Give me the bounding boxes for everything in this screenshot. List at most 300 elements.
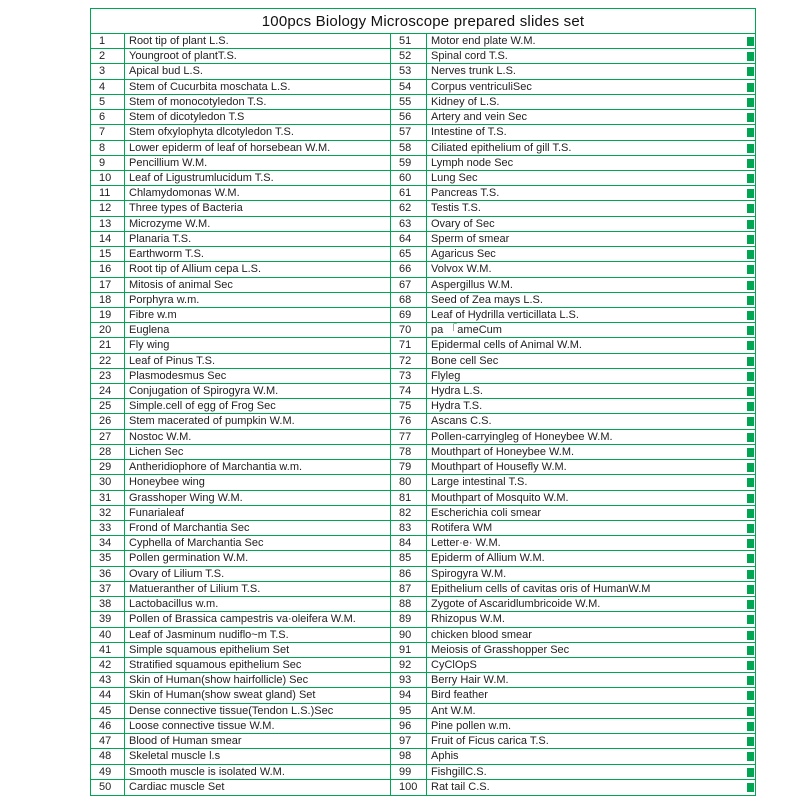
slide-number: 86 (391, 567, 427, 582)
slide-name: Honeybee wing (129, 476, 205, 489)
table-row (391, 186, 755, 201)
table-row (91, 734, 390, 749)
row-end-mark-icon (747, 37, 754, 46)
slide-name: Berry Hair W.M. (431, 674, 509, 687)
row-end-mark-icon (747, 113, 754, 122)
row-end-mark-icon (747, 372, 754, 381)
slide-name: Epiderm of Allium W.M. (431, 552, 545, 565)
slide-number: 93 (391, 673, 427, 688)
slide-name: Dense connective tissue(Tendon L.S.)Sec (129, 704, 334, 717)
slide-number: 97 (391, 734, 427, 749)
slide-number: 71 (391, 338, 427, 353)
slide-name: Ovary of Lilium T.S. (129, 567, 225, 580)
table-row (91, 262, 390, 277)
slide-number: 54 (391, 80, 427, 95)
row-end-mark-icon (747, 235, 754, 244)
slide-number: 90 (391, 628, 427, 643)
row-end-mark-icon (747, 265, 754, 274)
slide-number: 75 (391, 399, 427, 414)
table-row (391, 582, 755, 597)
table-row (91, 232, 390, 247)
table-row (91, 278, 390, 293)
slide-number: 27 (91, 430, 125, 445)
slide-number: 30 (91, 475, 125, 490)
slide-name: Euglena (129, 324, 170, 337)
table-row (91, 460, 390, 475)
table-row (391, 217, 755, 232)
slide-number: 82 (391, 506, 427, 521)
slide-name: Bird feather (431, 689, 488, 702)
slide-number: 26 (91, 414, 125, 429)
slide-name: Spinal cord T.S. (431, 50, 508, 63)
row-end-mark-icon (747, 357, 754, 366)
row-end-mark-icon (747, 311, 754, 320)
row-end-mark-icon (747, 250, 754, 259)
slide-number: 70 (391, 323, 427, 338)
table-row (91, 293, 390, 308)
table-row (391, 673, 755, 688)
table-row (391, 612, 755, 627)
table-row (391, 628, 755, 643)
table-row (391, 536, 755, 551)
slide-name: Pine pollen w.m. (431, 719, 512, 732)
table-row (391, 460, 755, 475)
slide-name: Skeletal muscle l.s (129, 750, 221, 763)
table-row (91, 536, 390, 551)
slide-number: 19 (91, 308, 125, 323)
slide-number: 84 (391, 536, 427, 551)
row-end-mark-icon (747, 737, 754, 746)
table-row (91, 308, 390, 323)
slide-name: Mouthpart of Honeybee W.M. (431, 445, 575, 458)
slide-number: 3 (91, 64, 125, 79)
table-row (391, 354, 755, 369)
slide-name: pa 「ameCum (431, 324, 502, 337)
slide-name: Stem of Cucurbita moschata L.S. (129, 80, 291, 93)
table-row (391, 293, 755, 308)
table-row (391, 49, 755, 64)
row-end-mark-icon (747, 326, 754, 335)
slide-number: 25 (91, 399, 125, 414)
slide-name: Pollen of Brassica campestris va·oleifera W.M. (129, 613, 356, 626)
slide-name: Rhizopus W.M. (431, 613, 505, 626)
slide-name: Pollen-carryingleg of Honeybee W.M. (431, 430, 613, 443)
slide-name: Kidney of L.S. (431, 95, 500, 108)
slide-number: 38 (91, 597, 125, 612)
table-row (391, 551, 755, 566)
table-row (91, 688, 390, 703)
slide-number: 78 (391, 445, 427, 460)
slide-name: FishgillC.S. (431, 765, 487, 778)
slide-name: Pollen germination W.M. (129, 552, 249, 565)
slide-number: 34 (91, 536, 125, 551)
table-row (91, 780, 390, 795)
slide-name: Blood of Human smear (129, 735, 242, 748)
slide-name: Ascans C.S. (431, 415, 492, 428)
table-row (391, 414, 755, 429)
table-row (91, 217, 390, 232)
slide-number: 68 (391, 293, 427, 308)
slide-name: Grasshoper Wing W.M. (129, 491, 243, 504)
slide-name: Leaf of Ligustrumlucidum T.S. (129, 171, 274, 184)
slide-number: 47 (91, 734, 125, 749)
table-row (91, 612, 390, 627)
slide-number: 40 (91, 628, 125, 643)
row-end-mark-icon (747, 463, 754, 472)
row-end-mark-icon (747, 768, 754, 777)
slide-name: Letter·e· W.M. (431, 537, 501, 550)
table-row (91, 247, 390, 262)
slide-name: Mouthpart of Mosquito W.M. (431, 491, 569, 504)
table-row (391, 338, 755, 353)
slide-name: Epidermal cells of Animal W.M. (431, 339, 582, 352)
slide-number: 60 (391, 171, 427, 186)
slide-name: Cyphella of Marchantia Sec (129, 537, 264, 550)
slide-name: Lymph node Sec (431, 156, 514, 169)
slide-name: Stem of dicotyledon T.S (129, 111, 245, 124)
row-end-mark-icon (747, 646, 754, 655)
slide-name: Agaricus Sec (431, 248, 496, 261)
table-row (391, 597, 755, 612)
slide-name: Sperm of smear (431, 232, 510, 245)
slide-number: 7 (91, 125, 125, 140)
slide-name: Stem macerated of pumpkin W.M. (129, 415, 295, 428)
row-end-mark-icon (747, 159, 754, 168)
slide-name: Rotifera WM (431, 522, 493, 534)
table-row (391, 521, 755, 536)
slide-number: 57 (391, 125, 427, 140)
slide-number: 32 (91, 506, 125, 521)
slide-number: 45 (91, 704, 125, 719)
table-row (391, 156, 755, 171)
row-end-mark-icon (747, 83, 754, 92)
row-end-mark-icon (747, 631, 754, 640)
slide-name: chicken blood smear (431, 628, 532, 641)
slide-name: Chlamydomonas W.M. (129, 187, 240, 200)
row-end-mark-icon (747, 341, 754, 350)
slide-name: Epithelium cells of cavitas oris of HumanW.M (431, 582, 651, 595)
table-row (391, 704, 755, 719)
table-row (391, 430, 755, 445)
table-row (91, 719, 390, 734)
slide-number: 62 (391, 201, 427, 216)
row-end-mark-icon (747, 691, 754, 700)
slide-name: Bone cell Sec (431, 354, 499, 367)
slide-number: 66 (391, 262, 427, 277)
table-row (91, 125, 390, 140)
table-row (91, 765, 390, 780)
slide-name: Conjugation of Spirogyra W.M. (129, 385, 279, 398)
slide-number: 37 (91, 582, 125, 597)
table-row (391, 247, 755, 262)
slide-number: 31 (91, 491, 125, 506)
row-end-mark-icon (747, 615, 754, 624)
slide-number: 79 (391, 460, 427, 475)
slide-name: Antheridiophore of Marchantia w.m. (129, 461, 303, 474)
slide-name: Zygote of Ascaridlumbricoide W.M. (431, 598, 601, 611)
slide-number: 20 (91, 323, 125, 338)
slide-number: 16 (91, 262, 125, 277)
row-end-mark-icon (747, 570, 754, 579)
slide-name: Planaria T.S. (129, 232, 192, 245)
table-row (91, 399, 390, 414)
row-end-mark-icon (747, 539, 754, 548)
table-row (91, 323, 390, 338)
row-end-mark-icon (747, 585, 754, 594)
slide-name: Frond of Marchantia Sec (129, 522, 250, 534)
slide-number: 56 (391, 110, 427, 125)
row-end-mark-icon (747, 67, 754, 76)
slide-number: 67 (391, 278, 427, 293)
table-row (91, 110, 390, 125)
table-row (91, 186, 390, 201)
slide-number: 39 (91, 612, 125, 627)
slide-name: Skin of Human(show hairfollicle) Sec (129, 674, 309, 687)
slide-name: Stem of monocotyledon T.S. (129, 95, 267, 108)
table-row (391, 95, 755, 110)
slide-name: Earthworm T.S. (129, 248, 204, 261)
row-end-mark-icon (747, 144, 754, 153)
slide-name: Motor end plate W.M. (431, 35, 536, 47)
slide-number: 48 (91, 749, 125, 764)
slide-number: 85 (391, 551, 427, 566)
table-row (91, 34, 390, 49)
table-row (91, 201, 390, 216)
table-row (91, 430, 390, 445)
slide-number: 81 (391, 491, 427, 506)
table-row (391, 719, 755, 734)
row-end-mark-icon (747, 722, 754, 731)
slide-name: Root tip of plant L.S. (129, 35, 229, 47)
slide-name: Spirogyra W.M. (431, 567, 507, 580)
row-end-mark-icon (747, 478, 754, 487)
table-row (391, 369, 755, 384)
table-row (391, 262, 755, 277)
slide-name: Youngroot of plantT.S. (129, 50, 237, 63)
slide-number: 53 (391, 64, 427, 79)
slide-name: Meiosis of Grasshopper Sec (431, 643, 570, 656)
slide-name: Aspergillus W.M. (431, 278, 513, 291)
row-end-mark-icon (747, 402, 754, 411)
slide-number: 51 (391, 34, 427, 49)
slide-number: 61 (391, 186, 427, 201)
slide-name: Loose connective tissue W.M. (129, 719, 275, 732)
slide-name: Hydra L.S. (431, 385, 483, 398)
table-row (91, 354, 390, 369)
slide-name: Aphis (431, 750, 459, 763)
table-row (91, 491, 390, 506)
row-end-mark-icon (747, 204, 754, 213)
slide-number: 33 (91, 521, 125, 536)
table-row (391, 749, 755, 764)
slide-name: Ciliated epithelium of gill T.S. (431, 141, 572, 154)
slide-number: 9 (91, 156, 125, 171)
table-row (391, 445, 755, 460)
slide-name: Fibre w.m (129, 308, 177, 321)
row-end-mark-icon (747, 189, 754, 198)
slide-number: 29 (91, 460, 125, 475)
table-row (391, 765, 755, 780)
slide-name: Mitosis of animal Sec (129, 278, 233, 291)
table-row (391, 658, 755, 673)
table-row (91, 80, 390, 95)
slide-name: Pancreas T.S. (431, 187, 500, 200)
table-row (391, 323, 755, 338)
table-row (391, 308, 755, 323)
slide-number: 94 (391, 688, 427, 703)
table-row (391, 475, 755, 490)
table-row (91, 49, 390, 64)
table-row (91, 582, 390, 597)
slide-name: Seed of Zea mays L.S. (431, 293, 543, 306)
row-end-mark-icon (747, 494, 754, 503)
slide-number: 72 (391, 354, 427, 369)
slide-number: 100 (391, 780, 427, 795)
slides-column-right (391, 34, 755, 795)
table-row (91, 521, 390, 536)
slide-number: 64 (391, 232, 427, 247)
table-row (391, 110, 755, 125)
slide-number: 10 (91, 171, 125, 186)
table-row (391, 780, 755, 795)
page-title: 100pcs Biology Microscope prepared slides set (91, 9, 755, 34)
slide-name: Rat tail C.S. (431, 780, 490, 793)
slide-number: 42 (91, 658, 125, 673)
slide-name: Microzyme W.M. (129, 217, 211, 230)
table-row (391, 232, 755, 247)
table-row (391, 278, 755, 293)
table-row (91, 658, 390, 673)
slide-number: 1 (91, 34, 125, 49)
table-row (391, 34, 755, 49)
slide-name: Cardiac muscle Set (129, 780, 225, 793)
slide-number: 89 (391, 612, 427, 627)
slide-name: Flyleg (431, 369, 461, 382)
slide-name: Fly wing (129, 339, 170, 352)
slide-number: 59 (391, 156, 427, 171)
slide-name: Nerves trunk L.S. (431, 65, 516, 78)
table-row (91, 628, 390, 643)
slide-number: 23 (91, 369, 125, 384)
table-row (91, 704, 390, 719)
table-row (91, 141, 390, 156)
row-end-mark-icon (747, 417, 754, 426)
slide-name: Intestine of T.S. (431, 126, 507, 139)
table-row (91, 551, 390, 566)
slide-name: Pencillium W.M. (129, 156, 208, 169)
table-row (91, 64, 390, 79)
slide-name: CyClOpS (431, 658, 477, 671)
row-end-mark-icon (747, 128, 754, 137)
table-row (91, 445, 390, 460)
slide-name: Funarialeaf (129, 506, 185, 519)
slide-number: 12 (91, 201, 125, 216)
row-end-mark-icon (747, 296, 754, 305)
row-end-mark-icon (747, 661, 754, 670)
table-row (391, 506, 755, 521)
slide-number: 35 (91, 551, 125, 566)
table-row (91, 95, 390, 110)
slide-number: 69 (391, 308, 427, 323)
slide-number: 80 (391, 475, 427, 490)
slide-number: 88 (391, 597, 427, 612)
table-row (91, 567, 390, 582)
row-end-mark-icon (747, 600, 754, 609)
slide-number: 5 (91, 95, 125, 110)
slide-name: Smooth muscle is isolated W.M. (129, 765, 285, 778)
row-end-mark-icon (747, 98, 754, 107)
table-row (91, 414, 390, 429)
slide-number: 87 (391, 582, 427, 597)
slide-number: 36 (91, 567, 125, 582)
table-row (391, 141, 755, 156)
slide-name: Stratified squamous epithelium Sec (129, 658, 302, 671)
slide-number: 46 (91, 719, 125, 734)
table-row (91, 643, 390, 658)
slide-name: Stem ofxylophyta dlcotyledon T.S. (129, 126, 294, 139)
slide-name: Nostoc W.M. (129, 430, 192, 443)
row-end-mark-icon (747, 281, 754, 290)
row-end-mark-icon (747, 387, 754, 396)
slide-number: 6 (91, 110, 125, 125)
table-row (391, 491, 755, 506)
slide-number: 99 (391, 765, 427, 780)
table-row (91, 384, 390, 399)
row-end-mark-icon (747, 752, 754, 761)
table-row (391, 399, 755, 414)
slide-number: 91 (391, 643, 427, 658)
slide-number: 83 (391, 521, 427, 536)
slide-number: 4 (91, 80, 125, 95)
table-row (91, 673, 390, 688)
slide-number: 44 (91, 688, 125, 703)
slide-name: Root tip of Allium cepa L.S. (129, 263, 262, 276)
table-row (91, 597, 390, 612)
table-row (91, 171, 390, 186)
slides-sheet (90, 8, 756, 796)
slide-number: 17 (91, 278, 125, 293)
row-end-mark-icon (747, 707, 754, 716)
row-end-mark-icon (747, 174, 754, 183)
slide-number: 73 (391, 369, 427, 384)
slide-name: Lung Sec (431, 171, 478, 184)
table-row (391, 64, 755, 79)
slide-name: Three types of Bacteria (129, 202, 243, 215)
slide-name: Porphyra w.m. (129, 293, 200, 306)
slide-number: 15 (91, 247, 125, 262)
slide-number: 65 (391, 247, 427, 262)
slide-number: 22 (91, 354, 125, 369)
slide-name: Ovary of Sec (431, 217, 495, 230)
slide-name: Lactobacillus w.m. (129, 598, 219, 611)
slide-number: 11 (91, 186, 125, 201)
slide-number: 55 (391, 95, 427, 110)
slide-number: 43 (91, 673, 125, 688)
slide-number: 77 (391, 430, 427, 445)
slide-name: Mouthpart of Housefly W.M. (431, 461, 567, 474)
table-row (91, 369, 390, 384)
row-end-mark-icon (747, 676, 754, 685)
slide-number: 28 (91, 445, 125, 460)
table-row (391, 643, 755, 658)
slide-name: Plasmodesmus Sec (129, 369, 227, 382)
slide-name: Corpus ventriculiSec (431, 80, 532, 93)
table-row (91, 475, 390, 490)
slide-name: Leaf of Hydrilla verticillata L.S. (431, 308, 579, 321)
row-end-mark-icon (747, 509, 754, 518)
table-row (391, 80, 755, 95)
slide-number: 52 (391, 49, 427, 64)
